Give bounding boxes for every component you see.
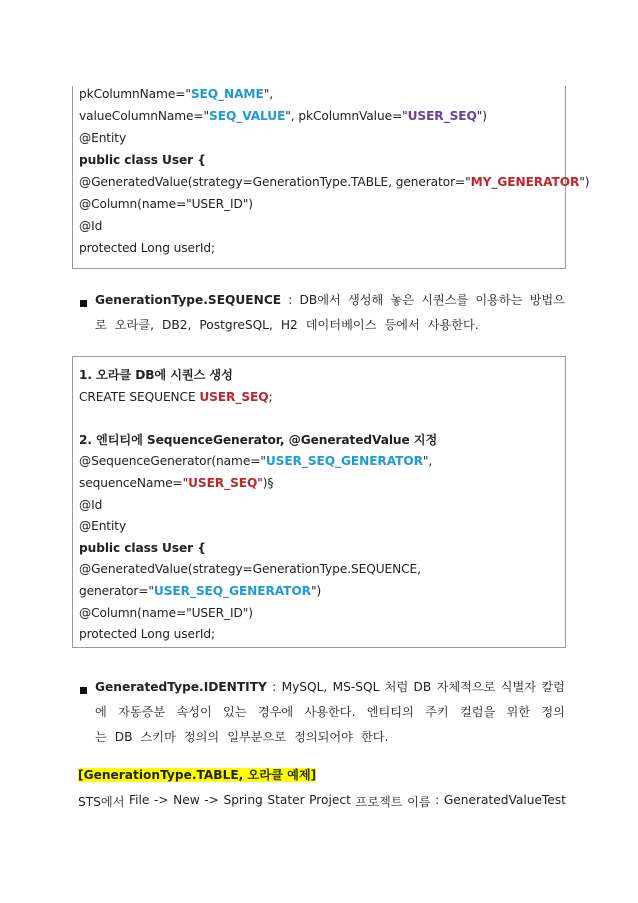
code-token: public class User { <box>79 153 206 167</box>
code-token: ") <box>579 175 590 189</box>
code-token: SEQ_VALUE <box>209 109 286 123</box>
word: 데이터베이스 <box>305 318 377 332</box>
word: 자체적으로 <box>436 680 496 694</box>
sts-instruction <box>78 793 566 810</box>
word: : <box>435 793 440 807</box>
word: PostgreSQL, <box>199 318 273 332</box>
code-line <box>79 538 563 558</box>
code-token: SEQ_NAME <box>190 87 264 101</box>
code-line <box>79 603 563 623</box>
code-token: @Id <box>79 497 103 512</box>
word: 식별자 <box>500 680 537 694</box>
word: 정의되어야 <box>294 730 353 744</box>
word: 에 <box>95 705 107 719</box>
code-token: USER_SEQ <box>407 109 477 123</box>
code-token: @Entity <box>79 519 127 534</box>
code-token: ") <box>310 584 322 598</box>
code-token: @Column(name="USER_ID") <box>79 605 253 620</box>
word: 위한 <box>506 705 531 719</box>
code-line <box>79 473 563 493</box>
word: 생성해 <box>347 293 384 307</box>
word: DB2, <box>161 318 192 332</box>
word: 속성이 <box>176 705 212 719</box>
code-token: @GeneratedValue(strategy=GenerationType.SEQUENCE, <box>79 562 421 577</box>
word: 경우에 <box>257 705 294 719</box>
code-token: pkColumnName=" <box>79 87 191 101</box>
word: 자동증분 <box>118 705 166 719</box>
word: New <box>173 793 200 807</box>
code-token: generator=" <box>79 584 154 598</box>
word: : <box>288 293 293 307</box>
word: Project <box>309 793 351 807</box>
word: GenerationType.SEQUENCE <box>95 293 282 307</box>
paragraph-row <box>95 675 565 700</box>
word: Stater <box>267 793 305 807</box>
code-line <box>79 387 563 407</box>
code-token: USER_SEQ_GENERATOR <box>265 454 423 469</box>
code-token: ")§ <box>257 476 274 490</box>
code-token: @Column(name="USER_ID") <box>79 197 253 211</box>
code-line <box>79 84 563 104</box>
code-token: USER_SEQ <box>188 476 258 490</box>
code-token: USER_SEQ <box>199 389 269 404</box>
word: 정의 <box>541 705 565 719</box>
word: 는 <box>95 730 107 744</box>
paragraph-row <box>95 288 565 313</box>
code-token: ", pkColumnValue=" <box>285 109 408 123</box>
bullet-icon <box>80 687 87 694</box>
code-token: 2. 엔티티에 SequenceGenerator, @GeneratedValue 지정 <box>79 432 438 447</box>
word: 한다. <box>360 730 389 744</box>
word: 정의의 <box>183 730 220 744</box>
word: 프로젝트 <box>355 795 403 809</box>
paragraph-row <box>95 313 565 338</box>
code-line <box>79 451 563 471</box>
word: 로 <box>95 318 107 332</box>
word: 오라클, <box>114 318 154 332</box>
word: 사용한다. <box>304 705 356 719</box>
word: 주키 <box>425 705 449 719</box>
code-line <box>79 430 563 450</box>
word: 스키마 <box>140 730 176 744</box>
word: 엔티티의 <box>366 705 414 719</box>
bullet-icon <box>80 300 87 307</box>
identity-paragraph <box>95 675 565 750</box>
word: H2 <box>280 318 298 332</box>
word: : <box>272 680 277 694</box>
code-token: ") <box>476 109 487 123</box>
word: 있는 <box>223 705 247 719</box>
code-line <box>79 408 563 428</box>
code-line <box>79 106 563 126</box>
code-token: MY_GENERATOR <box>470 175 580 189</box>
code-token: @SequenceGenerator(name=" <box>79 454 266 469</box>
word: 칼럼 <box>541 680 565 694</box>
word: -> <box>153 793 169 807</box>
code-line <box>79 495 563 515</box>
code-line <box>79 194 563 214</box>
code-line <box>79 581 563 601</box>
code-token: protected Long userId; <box>79 241 215 255</box>
code-token: @Entity <box>79 131 127 145</box>
word: DB <box>114 730 133 744</box>
word: STS에서 <box>78 795 125 809</box>
word: -> <box>204 793 219 807</box>
code-token: ", <box>422 454 433 469</box>
word: 이름 <box>407 795 431 809</box>
section-heading-text: [GenerationType.TABLE, 오라클 예제] <box>78 768 317 782</box>
code-line <box>79 172 590 192</box>
code-box-table <box>72 86 590 269</box>
code-line <box>79 216 563 236</box>
word: GeneratedValueTest <box>443 793 566 807</box>
word: 컬럼을 <box>459 705 496 719</box>
code-token: CREATE SEQUENCE <box>79 389 200 404</box>
code-line <box>79 559 563 579</box>
word: 등에서 <box>384 318 420 332</box>
word: 일부분으로 <box>227 730 287 744</box>
word: DB <box>413 680 432 694</box>
word: Spring <box>223 793 263 807</box>
code-box-sequence <box>72 356 566 648</box>
code-token: @GeneratedValue(strategy=GenerationType.TABLE, generator=" <box>79 175 471 189</box>
sequence-paragraph <box>95 288 565 338</box>
word: 시퀀스를 <box>421 293 469 307</box>
code-token: 1. 오라클 DB에 시퀀스 생성 <box>79 368 233 382</box>
code-token: ", <box>263 87 273 101</box>
code-token: ; <box>268 389 273 404</box>
word: MS-SQL <box>332 680 380 694</box>
word: 방법으 <box>529 293 565 307</box>
word: MySQL, <box>281 680 328 694</box>
code-token: @Id <box>79 219 103 233</box>
code-line <box>79 128 563 148</box>
code-line <box>79 516 563 536</box>
code-token: valueColumnName=" <box>79 109 210 123</box>
word: 이용하는 <box>475 293 523 307</box>
word: 놓은 <box>390 293 414 307</box>
section-heading <box>78 764 316 786</box>
code-line <box>79 150 563 170</box>
code-line <box>79 238 563 258</box>
word: 사용한다. <box>427 318 479 332</box>
code-token: sequenceName=" <box>79 476 189 490</box>
paragraph-row <box>95 700 565 725</box>
paragraph-row <box>95 725 565 750</box>
word: DB에서 <box>299 293 341 307</box>
word: 처럼 <box>384 680 409 694</box>
code-line <box>79 365 563 385</box>
code-token: USER_SEQ_GENERATOR <box>153 584 311 598</box>
word: File <box>129 793 150 807</box>
code-line <box>79 624 563 644</box>
word: GeneratedType.IDENTITY <box>95 680 267 694</box>
code-token: public class User { <box>79 540 206 555</box>
code-token: protected Long userId; <box>79 627 215 642</box>
